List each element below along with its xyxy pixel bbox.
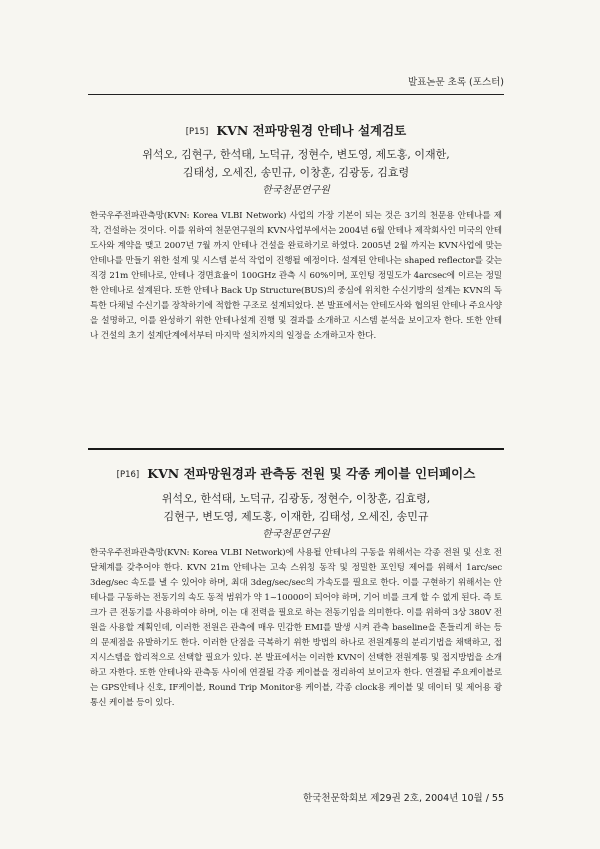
- abstract-title-text: KVN 전파망원경 안테나 설계검토: [216, 123, 407, 138]
- abstract-code: [P15]: [185, 127, 209, 137]
- abstract-title: [88, 464, 504, 482]
- abstract-affiliation: 한국천문연구원: [262, 529, 330, 540]
- running-header: 발표논문 초록 (포스터): [407, 77, 504, 88]
- abstract-code: [P16]: [116, 470, 140, 480]
- authors-line: 위석오, 한석태, 노덕규, 김광동, 정현수, 이창훈, 김효령,: [161, 492, 431, 505]
- header-rule: [88, 94, 504, 95]
- authors-line: 위석오, 김현구, 한석태, 노덕규, 정현수, 변도영, 제도홍, 이재한,: [142, 148, 450, 161]
- section-divider: [88, 448, 504, 450]
- abstract-body: 한국우주전파관측망(KVN: Korea VLBI Network)에 사용될 안테나의 구동을 위해서는 각종 전원 및 신호 전달체계를 갖추어야 한다. KVN 21m 안테나는 고속 스위칭 동작 및 정밀한 포인팅 제어를 위해서 1arc/sec 3deg/sec 속도를 낼 수 있어야 하며, 최대 3deg/sec/sec의 가속도를 필요로 한다. 이를 구현하기 위해서는 안테나를 구동하는 전동기의 속도 동적 범위가 약 1~10000이 되어야 하며, 기어 비를 크게 할 수 없게 된다. 즉 토크가 큰 전동기를 사용하여야 하며, 이는 대 전력을 필요로 하는 전동기임을 의미한다. 이를 위하여 3상 380V 전원을 사용할 계획인데, 이러한 전원은 관측에 매우 민감한 EMI를 발생 시켜 관측 baseline을 흔들리게 하는 등의 문제점을 유발하기도 한다. 이러한 단점을 극복하기 위한 방법의 하나로 전원계통의 분리기법을 채택하고, 접지시스템을 합리적으로 선택할 필요가 있다. 본 발표에서는 이러한 KVN이 선택한 전원계통 및 접지방법을 소개하고 자한다. 또한 안테나와 관측동 사이에 연결될 각종 케이블을 정리하여 보이고자 한다. 연결될 주요케이블로는 GPS안테나 신호, IF케이블, Round Trip Monitor용 케이블, 각종 clock용 케이블 및 데이터 및 제어용 광통신 케이블 등이 있다.: [90, 548, 502, 708]
- abstract-authors: [88, 146, 504, 182]
- abstract-title: [88, 121, 504, 139]
- abstract-title-text: KVN 전파망원경과 관측동 전원 및 각종 케이블 인터페이스: [147, 466, 476, 481]
- page-footer: 한국천문학회보 제29권 2호, 2004년 10월 / 55: [303, 793, 504, 804]
- abstract-body: 한국우주전파관측망(KVN: Korea VLBI Network) 사업의 가장 기본이 되는 것은 3기의 천문용 안테나를 제작, 건설하는 것이다. 이를 위하여 천문연구원의 KVN사업부에서는 2004년 6월 안테나 제작회사인 미국의 안테도사와 계약을 맺고 2007년 7월 까지 안테나 건설을 완료하기로 하였다. 2005년 2월 까지는 KVN사업에 맞는 안테나를 만들기 위한 설계 및 시스템 분석 작업이 진행될 예정이다. 설계된 안테나는 shaped reflector를 갖는 직경 21m 안테나로, 안테나 경면효율이 100GHz 관측 시 60%이며, 포인팅 정밀도가 4arcsec에 이르는 정밀한 안테나로 설계된다. 또한 안테나 Back Up Structure(BUS)의 중심에 위치한 수신기방의 설계는 KVN의 독특한 다채널 수신기를 장착하기에 적합한 구조로 설계되었다. 본 발표에서는 안테도사와 협의된 안테나 주요사양을 설명하고, 이를 완성하기 위한 안테나설계 진행 및 결과를 소개하고 시스템 분석을 보이고자 한다. 또한 안테나 건설의 초기 설계단계에서부터 마지막 설치까지의 일정을 소개하고자 한다.: [90, 211, 502, 341]
- authors-line: 김현구, 변도영, 제도홍, 이재한, 김태성, 오세진, 송민규: [163, 510, 429, 523]
- abstract-affiliation: 한국천문연구원: [262, 185, 330, 196]
- abstract-authors: [88, 490, 504, 526]
- authors-line: 김태성, 오세진, 송민규, 이창훈, 김광동, 김효령: [182, 166, 410, 179]
